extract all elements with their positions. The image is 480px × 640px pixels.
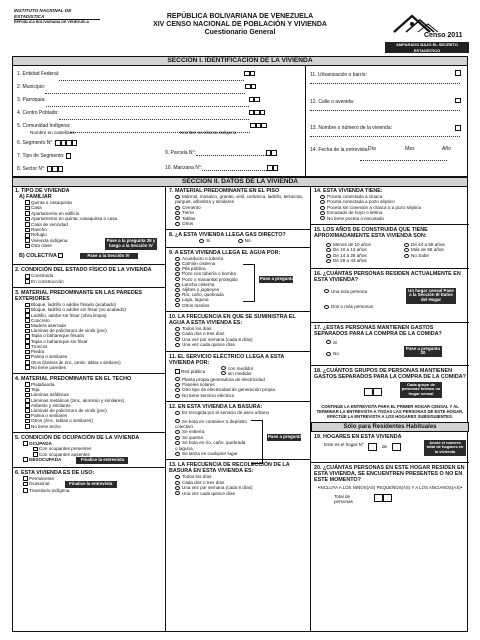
q1-title: 1. TIPO DE VIVIENDA [15, 188, 70, 194]
q1-colectiva-pill: Pase a la Sección IV [80, 253, 138, 260]
q3-option[interactable]: Madera aserrada [25, 323, 163, 328]
q3-option[interactable]: Bloque, ladrillo o adobe sin frisar (no acabado) [25, 307, 163, 312]
q6-title: 6. ESTA VIVIENDA ES DE USO: [15, 469, 95, 476]
nombre-vivienda-row: 13. Nombre o número de la vivienda: [310, 125, 466, 147]
q12-option[interactable]: Se bota en río, caño, quebrada o laguna [175, 440, 246, 451]
q11-option[interactable]: No tiene servicio eléctrico [175, 393, 307, 398]
ine-name: INSTITUTO NACIONAL DE ESTADÍSTICA [14, 8, 100, 20]
q3-option[interactable]: Ladrillo, adobe sin frisar (obra limpia) [25, 313, 163, 318]
q17-title: 17. ¿ESTAS PERSONAS MANTIENEN GASTOS SEPARADOS PARA LA COMPRA DE LA COMIDA? [314, 324, 442, 337]
q1-skip-pill: Pase a la pregunta 29 y luego a la Sección IV [106, 238, 156, 248]
anio-label: Año [442, 146, 451, 152]
q9-option[interactable]: Lago, laguna [175, 297, 307, 302]
q12-option[interactable]: Se quema [175, 435, 307, 440]
q4-option[interactable]: Láminas asfálticas [25, 392, 163, 397]
q10-title: 10. LA FRECUENCIA EN QUE SE SUMINISTRA EL AGUA A ESTA VIVIENDA ES: [169, 313, 296, 326]
mes-field[interactable] [389, 160, 417, 161]
q15-title: 15. LOS AÑOS DE CONSTRUIDA QUE TIENE APROXIMADAMENTE ESTA VIVIENDA SON: [314, 227, 428, 240]
q4-option[interactable]: Palma o similares [25, 413, 163, 418]
q5-sub-option[interactable]: Con ocupantes ausentes [33, 452, 163, 457]
q12-option[interactable]: Se bota en container o depósito colectivo [175, 418, 247, 429]
q14-title: 14. ESTA VIVIENDA TIENE: [314, 188, 383, 194]
q4-title: 4. MATERIAL PREDOMINANTE EN EL TECHO [15, 375, 132, 382]
q4-option[interactable]: Láminas de policloruro de vinilo (pvc) [25, 408, 163, 413]
q12-option[interactable]: Es recogida por el servicio de aseo urbano [175, 410, 307, 415]
q3-option[interactable]: Concreto [25, 318, 163, 323]
q17-no[interactable]: No [326, 351, 466, 356]
q20-total-row: Total de personas [334, 490, 466, 506]
q7-option[interactable]: Cemento [175, 205, 307, 210]
q6-option[interactable]: Transitorio indígena [23, 488, 163, 493]
tipo-segmento-box[interactable] [66, 153, 72, 159]
q4-option[interactable]: No tiene techo [25, 424, 163, 429]
residentes-header: Sólo para Residentes Habituales [311, 422, 469, 432]
section1-right [310, 72, 466, 153]
entidad-row: 1. Entidad Federal: [17, 68, 302, 81]
q11-title: 11. EL SERVICIO ELÉCTRICO LLEGA A ESTA VIVIENDA POR: [169, 353, 285, 366]
q18-note: CONTINÚE LA ENTREVISTA PARA EL PRIMER HOGAR CENSAL Y AL TERMINAR LA ENTREVISTA A TODAS LAS PERSONAS DE ESTE HOGAR, EFECTÚE LA ENTREVISTA A LOS HOGARES SUBSIGUIENTES. [316, 403, 464, 419]
q18-answer [314, 380, 466, 404]
q17-skip-pill: Pase a pregunta 20 [404, 346, 442, 358]
q4-option[interactable]: Láminas metálicas (zinc, aluminio y similares) [25, 398, 163, 403]
questionnaire-title: Cuestionario General [204, 29, 276, 36]
dia-field[interactable] [360, 160, 388, 161]
q10-option[interactable]: Una vez cada quince días [175, 342, 307, 347]
secret-badge: AMPARADO BAJO EL SECRETO ESTADÍSTICO [385, 42, 469, 53]
q6-option[interactable]: Permanente [23, 476, 163, 481]
q3-option[interactable]: Láminas de policloruro de vinilo (pvc) [25, 328, 163, 333]
q14-option[interactable]: Poceta sin conexión a cloaca o a pozo séptico [320, 205, 466, 210]
q11-option[interactable]: Paneles solares [175, 382, 307, 387]
q10-option[interactable]: Todos los días [175, 326, 307, 331]
q19-pill: Anote el número total de hogares en la vivienda [424, 440, 466, 456]
q5-sub-option[interactable]: Con ocupantes presentes [33, 446, 163, 451]
q11-option[interactable]: Otro tipo de electricidad de generación propia [175, 387, 307, 392]
section1-divider [305, 65, 306, 177]
q13-option[interactable]: Cada dos o tres días [175, 480, 307, 485]
manzana-row: 10. Manzana N°: [165, 165, 278, 171]
q2-title: 2. CONDICIÓN DEL ESTADO FÍSICO DE LA VIVIENDA [15, 267, 152, 274]
q4-option[interactable]: Teja [25, 387, 163, 392]
q1-option[interactable]: Apartamento en edificio [25, 211, 163, 216]
q16-title: 16. ¿CUÁNTAS PERSONAS RESIDEN ACTUALMENTE EN ESTA VIVIENDA? [314, 270, 461, 283]
q15-option[interactable]: De 44 a 58 años [404, 242, 445, 247]
q7-option[interactable]: Mármol, mosaico, granito, vinil, cerámica, ladrillo, terracota, parquet, alfombra y similares [175, 194, 304, 205]
q14-option[interactable]: Poceta conectada a cloaca [320, 194, 466, 199]
comunidad-row: 5. Comunidad Indígena: [17, 120, 302, 133]
q9-bracket [243, 264, 255, 302]
section1-left [17, 68, 302, 133]
q15-option[interactable]: No Sabe [404, 253, 445, 258]
q12-bracket [251, 420, 263, 464]
column-3 [314, 188, 466, 506]
q16-option[interactable]: Dos o más personas [324, 304, 466, 309]
centro-poblado-row: 4. Centro Poblado: [17, 107, 302, 120]
q3-option[interactable]: Bloque, ladrillo o adobe frisado (acabado) [25, 302, 163, 307]
q6-skip-pill: Finalice la entrevista [65, 481, 117, 488]
q8-no[interactable]: No [238, 238, 251, 243]
q9-option[interactable]: Río, caño, quebrada [175, 292, 307, 297]
column-2 [169, 188, 307, 496]
q11-con-medidor[interactable]: con medidor [221, 366, 253, 371]
q15-option[interactable]: De 29 a 43 años [326, 258, 404, 263]
sector-row: 8. Sector N°: [17, 166, 63, 172]
q19-total-box[interactable] [392, 443, 401, 451]
q14-option[interactable]: No tiene poceta o excusado [320, 216, 466, 221]
q9-option[interactable]: Pila pública [175, 266, 307, 271]
municipio-row: 2. Municipio: [17, 81, 302, 94]
q7-option[interactable]: Tierra [175, 210, 307, 215]
q6-option[interactable]: Ocasional Finalice la entrevista [23, 481, 163, 488]
q1-option[interactable]: Vivienda indígena [25, 238, 163, 243]
q15-option[interactable]: De 10 a 13 años [326, 247, 404, 252]
q3-option[interactable]: No tiene paredes [25, 365, 163, 370]
republic-title: REPÚBLICA BOLIVARIANA DE VENEZUELA [166, 13, 314, 20]
q9-option[interactable]: Pozo o manantial protegido [175, 277, 307, 282]
q11-sin-medidor[interactable]: sin medidor [221, 371, 252, 376]
q13-option[interactable]: Una vez cada quince días [175, 491, 307, 496]
q16-skip-pill: Un hogar censal Pase a la Sección III Datos del Hogar [406, 288, 456, 304]
q1-option[interactable]: Rancho [25, 227, 163, 232]
q15-option[interactable]: Menos de 10 años [326, 242, 404, 247]
q7-title: 7. MATERIAL PREDOMINANTE EN EL PISO [169, 188, 280, 194]
q9-option[interactable]: Aljibes o jagüeyes [175, 287, 307, 292]
mes-label: Mes [405, 146, 415, 152]
q14-option[interactable]: Poceta conectada a pozo séptico [320, 199, 466, 204]
anio-field[interactable] [419, 160, 447, 161]
q9-option[interactable]: Lancha cisterna [175, 282, 307, 287]
q11-red-publica: Red pública con medidor sin medidor [175, 366, 307, 377]
q13-title: 13. LA FRECUENCIA DE RECOLECCIÓN DE LA BASURA EN ESTA VIVIENDA ES: [169, 462, 290, 475]
section2-title: SECCIÓN II. DATOS DE LA VIVIENDA [12, 177, 468, 187]
q3-option[interactable]: Tapia o bahareque frisado [25, 333, 163, 338]
q10-option[interactable]: Una vez por semana (cada 8 días) [175, 337, 307, 342]
q1-familiar: A) FAMILIAR [19, 194, 52, 200]
fecha-row: 14. Fecha de la entrevista: [310, 147, 369, 153]
q10-option[interactable]: Cada dos o tres días [175, 331, 307, 336]
q2-option[interactable]: Construida [25, 273, 163, 278]
q3-option[interactable]: Tapia o bahareque sin frisar [25, 339, 163, 344]
q9-skip-pill: Pase a pregunta 11 [260, 275, 300, 281]
q5-skip-pill: Finalice la entrevista [76, 457, 128, 464]
q2-option[interactable]: En construcción [25, 279, 163, 284]
q3-option[interactable]: Piedra [25, 349, 163, 354]
q5-desocupada[interactable]: DESOCUPADA Finalice la entrevista [23, 457, 163, 464]
q12-option[interactable]: Se lanza en cualquier lugar [175, 451, 307, 456]
q15-option[interactable]: De 14 a 28 años [326, 253, 404, 258]
census-logo-text: Censo 2011 [424, 32, 463, 39]
column-1 [15, 188, 163, 493]
q1-option[interactable]: Casa [25, 205, 163, 210]
ine-logo [14, 8, 100, 24]
q1-option[interactable]: Casa de vecindad [25, 222, 163, 227]
q12-skip-pill: Pase a pregunta 14 [268, 434, 309, 440]
q1-colectiva[interactable]: B) COLECTIVA Pase a la Sección IV [19, 253, 163, 260]
q13-option[interactable]: Todos los días [175, 474, 307, 479]
q13-option[interactable]: Una vez por semana (cada 8 días) [175, 485, 307, 490]
fecha-fields [360, 146, 464, 161]
q20-total-box[interactable] [374, 494, 383, 502]
q1-option[interactable]: Otra clase [25, 243, 163, 248]
calle-row: 12. Calle o avenida: [310, 99, 466, 125]
q5-title: 5. CONDICIÓN DE OCUPACIÓN DE LA VIVIENDA [15, 434, 140, 441]
census-title: XIV CENSO NACIONAL DE POBLACIÓN Y VIVIENDA [153, 21, 327, 28]
urbanizacion-row: 11. Urbanización o barrio: [310, 72, 466, 99]
parcela-row: 9. Parcela N°: [165, 150, 277, 156]
ine-subtitle: REPÚBLICA BOLIVARIANA DE VENEZUELA [14, 20, 90, 24]
q9-option[interactable]: Camión cisterna [175, 261, 307, 266]
q11-option[interactable]: Planta propia generadora de electricidad [175, 377, 307, 382]
segmento-row: 6. Segmento N°: [17, 140, 77, 146]
header-titles [120, 13, 360, 37]
q19-row: Este es el hogar N° de Anote el número total de hogares en la vivienda [324, 440, 466, 460]
q9-option[interactable]: Otros medios [175, 303, 307, 308]
q7-option[interactable]: Tablas [175, 216, 307, 221]
q14-option[interactable]: Excusado de hoyo o letrina [320, 210, 466, 215]
q19-title: 19. HOGARES EN ESTA VIVIENDA [314, 433, 402, 440]
q19-hogar-box[interactable] [368, 443, 377, 451]
tipo-segmento-row: 7. Tipo de Segmento: [17, 153, 71, 159]
q1-option[interactable]: Quinta o casaquinta [25, 200, 163, 205]
q5-ocupada[interactable]: OCUPADA [23, 441, 163, 446]
nombre-castellano-label: Nombre en castellano [30, 130, 75, 135]
q18-pill: Cada grupo de personas forman un hogar censal [401, 381, 441, 397]
q1-option[interactable]: Refugio [25, 232, 163, 237]
q3-option[interactable]: Otros (láminas de zinc, cartón, tablas o similares) [25, 360, 163, 365]
parroquia-row: 3. Parroquia: [17, 94, 302, 107]
q18-title: 18. ¿CUÁNTOS GRUPOS DE PERSONAS MANTIENEN GASTOS SEPARADOS PARA LA COMPRA DE LA COMIDA? [314, 367, 466, 380]
q8-title: 8. ¿A ESTA VIVIENDA LLEGA GAS DIRECTO? [169, 232, 286, 239]
q17-si[interactable]: Sí [326, 340, 466, 345]
section1-right-boxes [455, 70, 465, 153]
q3-option[interactable]: Palma o similares [25, 354, 163, 359]
q8-si[interactable]: Sí [199, 238, 210, 243]
q4-option[interactable]: Otros (zinc, tablas o similares) [25, 418, 163, 423]
q12-option[interactable]: Se entierra [175, 429, 307, 434]
section1-title: SECCIÓN I. IDENTIFICACIÓN DE LA VIVIENDA [12, 56, 468, 66]
q20-note: •INCLUYA A LOS NIÑOS(AS) PEQUEÑOS(AS) Y A LOS ANCIANOS(AS)• [317, 484, 463, 490]
q4-option[interactable]: Platabanda [25, 382, 163, 387]
nombre-indigena-label: Nombre en idioma indígena [180, 130, 237, 135]
q20-title: 20. ¿CUÁNTAS PERSONAS EN ESTE HOGAR RESIDEN EN ESTA VIVIENDA, SE ENCUENTREN PRESENTES O NO EN ESTE MOMENTO? [314, 464, 465, 483]
q12-title: 12. EN ESTA VIVIENDA LA BASURA: [169, 404, 263, 411]
q4-option[interactable]: Asbesto y similares [25, 403, 163, 408]
q18-box[interactable] [364, 388, 373, 396]
q3-title: 3. MATERIAL PREDOMINANTE EN LAS PAREDES EXTERIORES [15, 290, 142, 303]
q9-option[interactable]: Pozo con tubería o bomba [175, 271, 307, 276]
dia-label: Día [368, 146, 376, 152]
q1-option[interactable]: Apartamento en quinta, casaquinta o casa [25, 216, 163, 221]
q9-title: 9. A ESTA VIVIENDA LLEGA EL AGUA POR: [169, 249, 281, 256]
q3-option[interactable]: Troncos [25, 344, 163, 349]
q9-option[interactable]: Acueducto o tubería [175, 256, 307, 261]
q7-option[interactable]: Otros [175, 221, 307, 226]
q16-option[interactable]: Una sola persona [324, 289, 466, 294]
q15-option[interactable]: Más de 58 años [404, 247, 445, 252]
